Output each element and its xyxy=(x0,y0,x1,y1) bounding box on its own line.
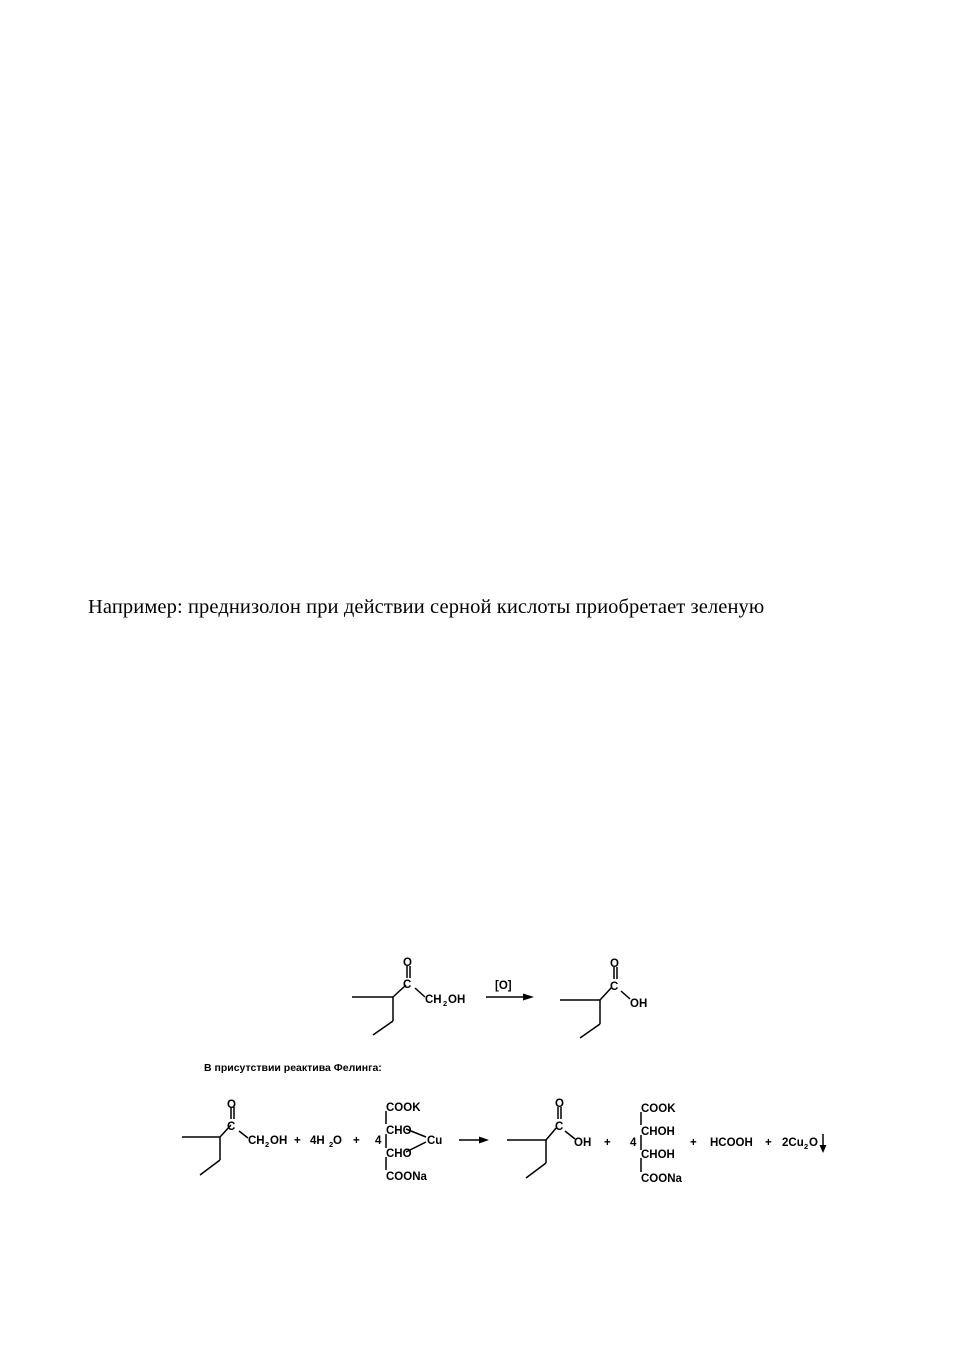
formic-acid-label: HCOOH xyxy=(710,1137,753,1149)
carbon-label: C xyxy=(403,979,412,991)
ch-label: CH xyxy=(248,1135,265,1147)
cho-label: CHO xyxy=(386,1125,412,1137)
coefficient: 4 xyxy=(630,1137,637,1149)
copper-label: Cu xyxy=(427,1135,443,1147)
subscript-2: 2 xyxy=(443,999,448,1008)
plus-sign: + xyxy=(604,1137,611,1149)
oh-label: OH xyxy=(630,998,648,1010)
reagent-label: [O] xyxy=(495,980,512,992)
coona-label: COONa xyxy=(386,1171,427,1183)
coefficient: 4 xyxy=(375,1135,382,1147)
copper-tartrate-complex xyxy=(386,1102,442,1183)
svg-text:2: 2 xyxy=(329,1140,334,1149)
water-formula xyxy=(310,1135,342,1149)
reactant-ketol-2 xyxy=(182,1099,287,1175)
coona-label: COONa xyxy=(641,1173,682,1185)
carbon-label: C xyxy=(227,1121,236,1133)
sodium-potassium-tartrate xyxy=(641,1103,683,1185)
cook-label: COOK xyxy=(386,1102,421,1114)
svg-text:2: 2 xyxy=(804,1142,809,1151)
svg-text:O: O xyxy=(333,1135,342,1147)
cook-label: COOK xyxy=(641,1103,676,1115)
oh-label: OH xyxy=(270,1135,288,1147)
oxygen-label: O xyxy=(610,958,619,970)
svg-text:O: O xyxy=(809,1137,818,1149)
body-paragraph: Например: преднизолон при действии серной кислоты приобретает зеленую xyxy=(88,596,765,618)
fehling-caption: В присутствии реактива Фелинга: xyxy=(204,1062,382,1074)
carbon-label: C xyxy=(555,1121,564,1133)
oh-label: OH xyxy=(574,1137,592,1149)
product-acid-2 xyxy=(507,1098,591,1178)
carbon-label: C xyxy=(610,981,619,993)
plus-sign: + xyxy=(765,1137,772,1149)
copper-oxide-precipitate xyxy=(782,1134,827,1153)
ch-label: CH xyxy=(425,994,442,1006)
reaction-arrow-2 xyxy=(459,1137,489,1144)
cho-label: CHO xyxy=(386,1148,412,1160)
oh-label: OH xyxy=(448,994,466,1006)
oxygen-label: O xyxy=(227,1099,236,1111)
oxygen-label: O xyxy=(555,1098,564,1110)
svg-text:2Cu: 2Cu xyxy=(782,1137,804,1149)
oxygen-label: O xyxy=(403,957,412,969)
choh-label: CHOH xyxy=(641,1149,675,1161)
plus-sign: + xyxy=(294,1135,301,1147)
subscript-2: 2 xyxy=(265,1140,270,1149)
plus-sign: + xyxy=(690,1137,697,1149)
plus-sign: + xyxy=(353,1135,360,1147)
chohl-label: CHOH xyxy=(641,1126,675,1138)
svg-text:4H: 4H xyxy=(310,1135,325,1147)
